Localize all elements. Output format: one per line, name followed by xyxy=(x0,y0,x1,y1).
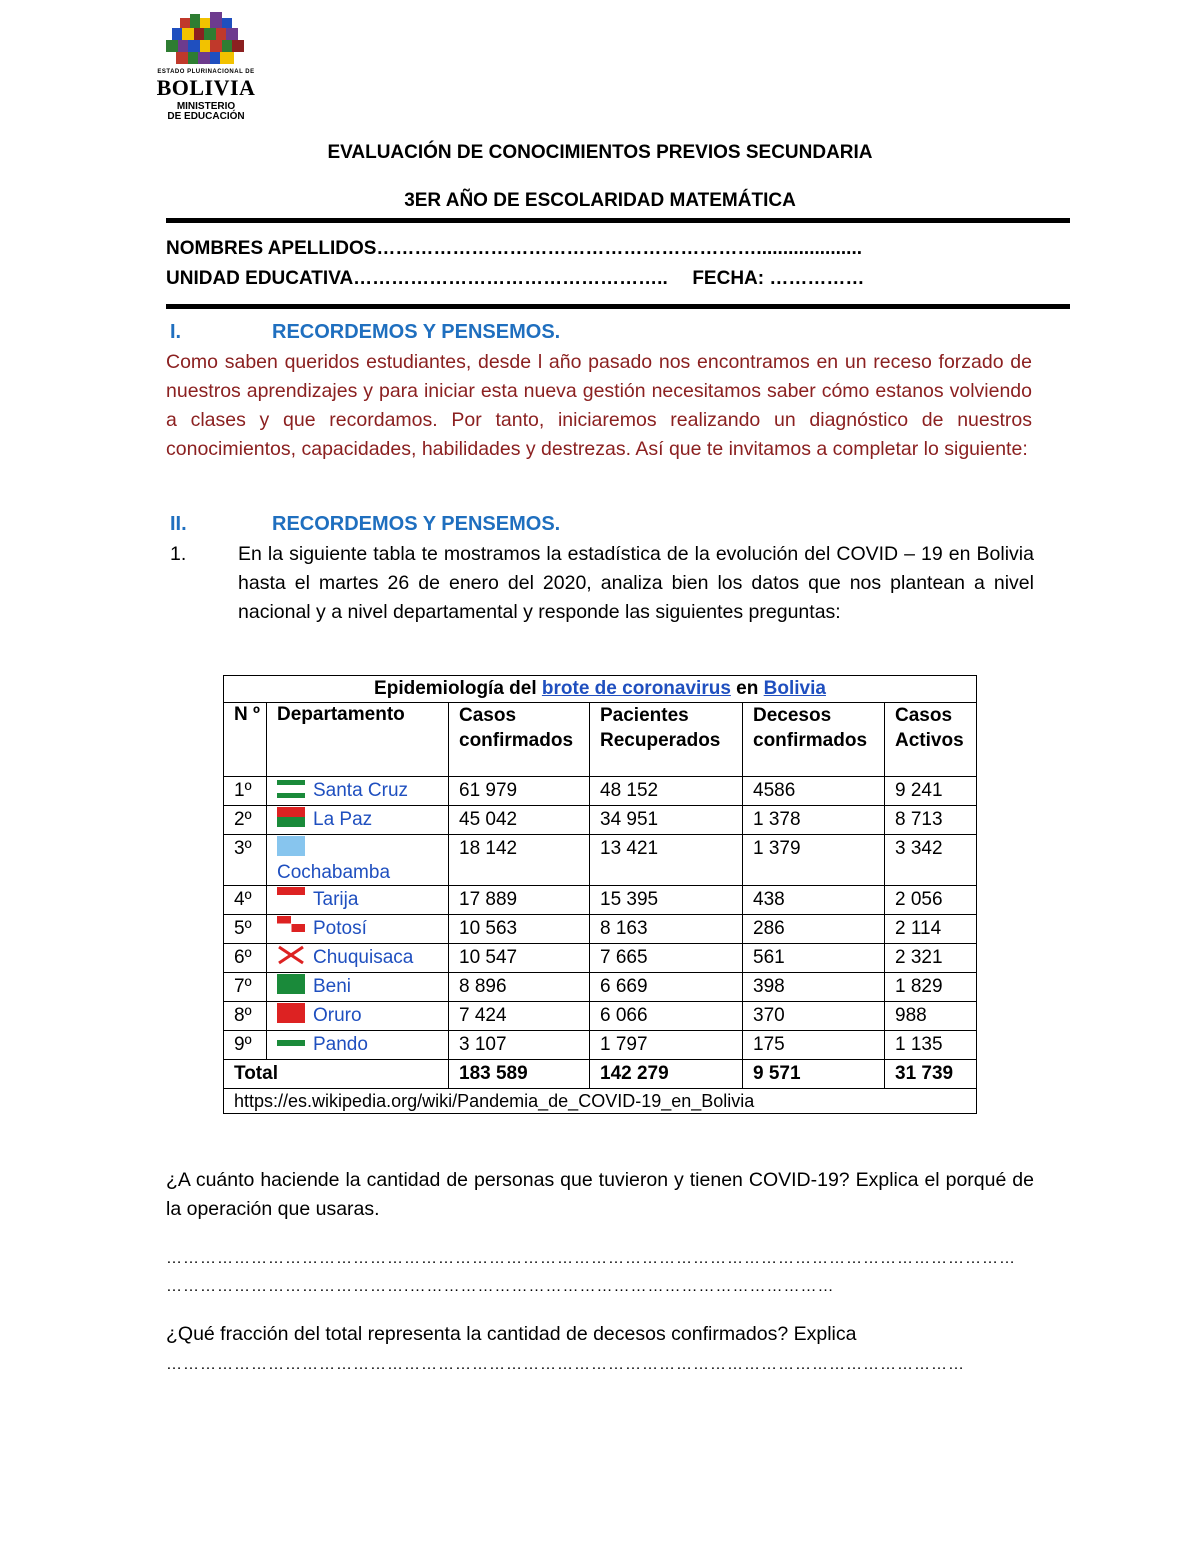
section-1-paragraph: Como saben queridos estudiantes, desde l año pasado nos encontramos en un receso forzado de nuestros aprendizajes y para iniciar esta nueva gestión necesitamos saber cómo estanos volviendo a clases y que recordamos. Por tanto, iniciaremos realizando un diagnóstico de nuestros conocimientos, capacidades, habilidades y destrezas. Así que te invitamos a completar lo siguiente: xyxy=(166,351,1032,460)
oruro-flag-icon xyxy=(277,1003,305,1023)
header-active: Casos Activos xyxy=(885,703,977,777)
row-active: 2 056 xyxy=(885,886,977,915)
total-confirmed: 183 589 xyxy=(449,1060,590,1089)
row-recovered: 6 066 xyxy=(590,1002,743,1031)
row-number: 1º xyxy=(224,777,267,806)
row-confirmed: 61 979 xyxy=(449,777,590,806)
table-row xyxy=(224,806,977,835)
page-subtitle: 3ER AÑO DE ESCOLARIDAD MATEMÁTICA xyxy=(404,190,796,211)
row-number: 9º xyxy=(224,1031,267,1060)
row-deaths: 438 xyxy=(743,886,885,915)
section-2-heading xyxy=(170,513,560,536)
answer-line-3[interactable]: …………………………………………………………………………………………………………………………… xyxy=(166,1356,965,1373)
row-active: 2 321 xyxy=(885,944,977,973)
row-department xyxy=(267,777,449,806)
caption-text: Epidemiología del xyxy=(374,678,542,699)
tarija-flag-icon xyxy=(277,887,305,907)
section-2-title: RECORDEMOS Y PENSEMOS. xyxy=(272,513,561,535)
row-confirmed: 10 563 xyxy=(449,915,590,944)
row-department xyxy=(267,886,449,915)
row-department xyxy=(267,915,449,944)
row-number: 6º xyxy=(224,944,267,973)
page-title: EVALUACIÓN DE CONOCIMIENTOS PREVIOS SECUNDARIA xyxy=(327,142,873,163)
row-confirmed: 8 896 xyxy=(449,973,590,1002)
row-number: 8º xyxy=(224,1002,267,1031)
chuquisaca-flag-icon xyxy=(277,945,305,965)
table-row xyxy=(224,1002,977,1031)
question-1: ¿A cuánto haciende la cantidad de personas que tuvieron y tienen COVID-19? Explica el porqué de la operación que usaras. xyxy=(166,1169,1034,1220)
row-active: 1 135 xyxy=(885,1031,977,1060)
logo-ministry-line1: MINISTERIO xyxy=(176,101,236,112)
row-department xyxy=(267,1031,449,1060)
names-field[interactable]: NOMBRES APELLIDOS…………………………………………………….................... xyxy=(166,238,862,259)
caption-link-bolivia[interactable]: Bolivia xyxy=(763,678,826,699)
department-name[interactable]: La Paz xyxy=(313,809,373,830)
row-number: 7º xyxy=(224,973,267,1002)
row-deaths: 175 xyxy=(743,1031,885,1060)
department-name[interactable]: Beni xyxy=(313,976,352,997)
row-active: 2 114 xyxy=(885,915,977,944)
row-recovered: 34 951 xyxy=(590,806,743,835)
row-confirmed: 7 424 xyxy=(449,1002,590,1031)
row-confirmed: 45 042 xyxy=(449,806,590,835)
row-deaths: 1 379 xyxy=(743,835,885,886)
total-active: 31 739 xyxy=(885,1060,977,1089)
list-item-text: En la siguiente tabla te mostramos la estadística de la evolución del COVID – 19 en Bolivia hasta el martes 26 de enero del 2020, analiza bien los datos que nos plantean a nivel nacional y a nivel departamental y responde las siguientes preguntas: xyxy=(238,543,1034,623)
total-label: Total xyxy=(224,1060,449,1089)
caption-link-outbreak[interactable]: brote de coronavirus xyxy=(541,678,731,699)
header-confirmed: Casos confirmados xyxy=(449,703,590,777)
department-name[interactable]: Oruro xyxy=(313,1005,362,1026)
row-recovered: 1 797 xyxy=(590,1031,743,1060)
logo-ministry-line2: DE EDUCACIÓN xyxy=(167,111,245,122)
department-name[interactable]: Pando xyxy=(313,1034,368,1055)
cochabamba-flag-icon xyxy=(277,836,305,856)
row-number: 2º xyxy=(224,806,267,835)
row-active: 8 713 xyxy=(885,806,977,835)
department-name[interactable]: Santa Cruz xyxy=(313,780,409,801)
table-caption xyxy=(224,676,977,703)
row-deaths: 1 378 xyxy=(743,806,885,835)
divider-top xyxy=(166,218,1070,223)
covid-table xyxy=(223,675,977,1114)
row-recovered: 48 152 xyxy=(590,777,743,806)
la-paz-flag-icon xyxy=(277,807,305,827)
row-confirmed: 10 547 xyxy=(449,944,590,973)
row-deaths: 398 xyxy=(743,973,885,1002)
total-recovered: 142 279 xyxy=(590,1060,743,1089)
row-number: 5º xyxy=(224,915,267,944)
row-department xyxy=(267,835,449,886)
row-department xyxy=(267,1002,449,1031)
question-2: ¿Qué fracción del total representa la cantidad de decesos confirmados? Explica xyxy=(166,1323,857,1345)
table-row xyxy=(224,835,977,886)
department-name[interactable]: Tarija xyxy=(313,889,359,910)
department-name[interactable]: Chuquisaca xyxy=(313,947,414,968)
date-field[interactable]: FECHA: …………… xyxy=(692,268,865,289)
header-number: N º xyxy=(224,703,267,777)
answer-line-1[interactable]: …………………………………………………………………………………………………………………………………… xyxy=(166,1250,1016,1267)
row-recovered: 6 669 xyxy=(590,973,743,1002)
section-2-number: II. xyxy=(170,513,187,535)
section-1-title: RECORDEMOS Y PENSEMOS. xyxy=(272,321,561,343)
table-row xyxy=(224,973,977,1002)
row-recovered: 8 163 xyxy=(590,915,743,944)
header-department: Departamento xyxy=(267,703,449,777)
department-name[interactable]: Potosí xyxy=(313,918,367,939)
row-deaths: 370 xyxy=(743,1002,885,1031)
row-deaths: 286 xyxy=(743,915,885,944)
row-department xyxy=(267,944,449,973)
header-recovered: Pacientes Recuperados xyxy=(590,703,743,777)
table-row xyxy=(224,1031,977,1060)
row-active: 988 xyxy=(885,1002,977,1031)
beni-flag-icon xyxy=(277,974,305,994)
row-recovered: 15 395 xyxy=(590,886,743,915)
department-name[interactable]: Cochabamba xyxy=(277,862,391,883)
row-confirmed: 17 889 xyxy=(449,886,590,915)
row-number: 4º xyxy=(224,886,267,915)
logo-country-label: BOLIVIA xyxy=(156,75,256,100)
row-active: 3 342 xyxy=(885,835,977,886)
logo-state-label: ESTADO PLURINACIONAL DE xyxy=(157,69,255,75)
total-deaths: 9 571 xyxy=(743,1060,885,1089)
school-field-row xyxy=(166,268,864,290)
row-confirmed: 3 107 xyxy=(449,1031,590,1060)
row-active: 9 241 xyxy=(885,777,977,806)
divider-bottom xyxy=(166,304,1070,309)
row-number: 3º xyxy=(224,835,267,886)
source-link[interactable]: https://es.wikipedia.org/wiki/Pandemia_de_COVID-19_en_Bolivia xyxy=(224,1089,977,1114)
row-department xyxy=(267,806,449,835)
header-deaths: Decesos confirmados xyxy=(743,703,885,777)
answer-line-2[interactable]: …………………………………….………………………………………………………………… xyxy=(166,1278,835,1295)
row-recovered: 13 421 xyxy=(590,835,743,886)
bolivia-emblem-icon xyxy=(150,12,262,68)
section-1-heading xyxy=(170,321,560,344)
potosi-flag-icon xyxy=(277,916,305,936)
row-recovered: 7 665 xyxy=(590,944,743,973)
ministry-logo xyxy=(150,12,262,124)
total-row xyxy=(224,1060,977,1089)
list-item-number: 1. xyxy=(170,543,187,565)
table-row xyxy=(224,915,977,944)
row-deaths: 561 xyxy=(743,944,885,973)
table-row xyxy=(224,886,977,915)
school-field[interactable]: UNIDAD EDUCATIVA………………………………………….. xyxy=(166,268,668,289)
row-department xyxy=(267,973,449,1002)
caption-text-mid: en xyxy=(730,678,764,699)
table-row xyxy=(224,777,977,806)
row-deaths: 4586 xyxy=(743,777,885,806)
section-1-number: I. xyxy=(170,321,182,343)
row-active: 1 829 xyxy=(885,973,977,1002)
santa-cruz-flag-icon xyxy=(277,778,305,798)
logo-ministry-label xyxy=(150,102,262,122)
row-confirmed: 18 142 xyxy=(449,835,590,886)
pando-flag-icon xyxy=(277,1032,305,1052)
table-row xyxy=(224,944,977,973)
